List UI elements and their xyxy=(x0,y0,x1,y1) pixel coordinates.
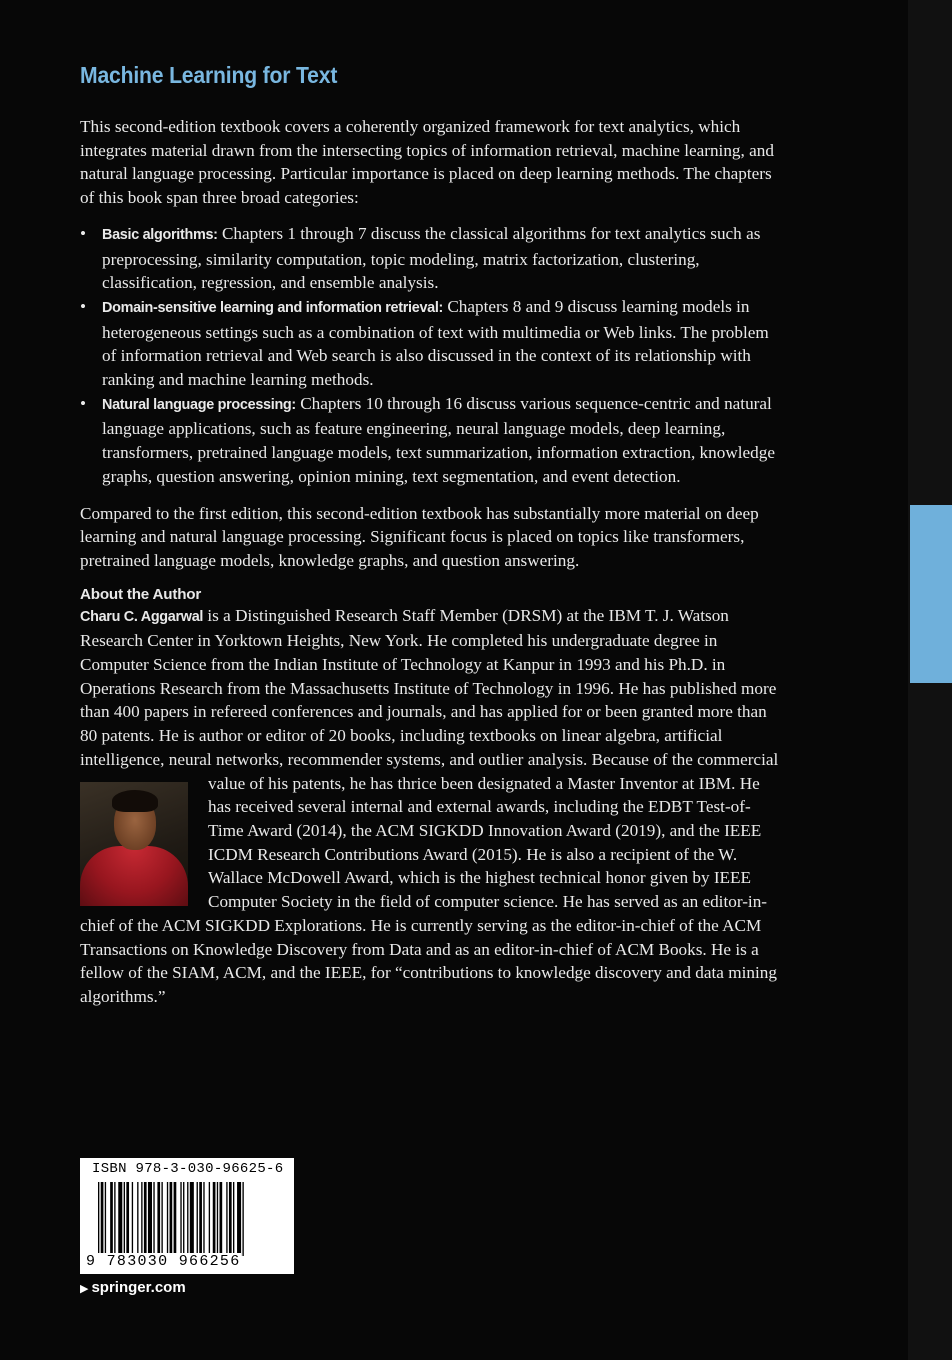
author-bio-part1: is a Distinguished Research Staff Member (DRSM) at the IBM T. J. Watson Research Center in Yorktown Heights, New York. He completed his undergraduate degree in Computer Science from the Indian Institute of Technology at Kanpur in 1993 and his Ph.D. in Operations Research from the Massachusetts Institute of Technology in 1996. He has published more than 400 papers in refereed conferences and journals, and has applied for or been granted more than 80 patents. He is author or editor of 20 books, including textbooks on linear algebra, artificial intelligence, neural networks, recommender systems, and outlier analysis. Because of xyxy=(80,605,777,769)
category-text: Chapters 1 through 7 discuss the classical algorithms for text analytics such as preprocessing, similarity computation, topic modeling, matrix factorization, clustering, classification, regression, and ensemble analysis. xyxy=(102,223,761,293)
category-term: Natural language processing: xyxy=(102,396,296,413)
barcode-bar xyxy=(203,1182,204,1256)
bullet-icon: • xyxy=(80,223,87,243)
barcode-bar xyxy=(197,1182,198,1256)
barcode-bar xyxy=(110,1182,113,1256)
barcode-bar xyxy=(237,1182,241,1256)
barcode-bar xyxy=(137,1182,138,1256)
author-bio xyxy=(80,604,780,1009)
barcode-bar xyxy=(157,1182,160,1256)
category-list xyxy=(80,222,780,489)
barcode-bar xyxy=(101,1182,104,1256)
barcode-bar xyxy=(148,1182,152,1256)
about-heading: About the Author xyxy=(80,585,202,603)
barcode-bar xyxy=(174,1182,177,1256)
barcode-bar xyxy=(153,1182,154,1256)
barcode-bar xyxy=(161,1182,162,1256)
author-name: Charu C. Aggarwal xyxy=(80,608,204,625)
spine-color-tab xyxy=(910,505,952,683)
barcode-bar xyxy=(126,1182,129,1256)
barcode-bar xyxy=(144,1182,147,1256)
barcode-bar xyxy=(98,1182,99,1256)
list-item xyxy=(80,222,780,295)
barcode-bar xyxy=(242,1182,243,1256)
publisher-label: springer.com xyxy=(91,1279,186,1296)
barcode-bar xyxy=(180,1182,181,1256)
barcode-bar xyxy=(124,1182,125,1256)
isbn-label: ISBN 978-3-030-96625-6 xyxy=(92,1161,284,1177)
barcode-bar xyxy=(226,1182,227,1256)
bullet-icon: • xyxy=(80,296,87,316)
category-term: Basic algorithms: xyxy=(102,226,218,243)
arrow-right-icon: ▶ xyxy=(80,1283,89,1295)
category-term: Domain-sensitive learning and information retrieval: xyxy=(102,299,444,316)
barcode-bar xyxy=(114,1182,115,1256)
barcode-bar xyxy=(217,1182,218,1256)
barcode-bar xyxy=(132,1182,133,1256)
book-title: Machine Learning for Text xyxy=(80,62,338,88)
bullet-icon: • xyxy=(80,393,87,413)
category-text: Chapters 10 through 16 discuss various sequence-centric and natural language applications, such as feature engineering, neural language models, deep learning, transformers, pretrained language models, text summarization, information extraction, knowledge graphs, question answering, opinion mining, text segmentation, and event detection. xyxy=(102,393,775,486)
barcode-bar xyxy=(190,1182,194,1256)
barcode-bar xyxy=(199,1182,202,1256)
barcode-bar xyxy=(233,1182,234,1256)
barcode-bar xyxy=(170,1182,173,1256)
list-item xyxy=(80,392,780,489)
category-text: Chapters 8 and 9 discuss learning models in heterogeneous settings such as a combination of text with multimedia or Web links. The problem of information retrieval and Web search is also discussed in the context of its relationship with ranking and machine learning methods. xyxy=(102,296,769,390)
barcode-bars xyxy=(98,1182,286,1256)
author-bio-part2: the commercial value of his patents, he has thrice been designated a Master Inventor at IBM. He has received several internal and external awards, including the EDBT Test-of-Time Award (2014), the ACM SIGKDD Innovation Award (2019), and the IEEE ICDM Research Contributions Award (2015). He is also a recipient of the W. Wallace McDowell Award, which is the highest technical honor given by IEEE Computer Society in the field of computer science. He has served as an editor-in-chief of the ACM SIGKDD Explorations. He is currently serving as the editor-in-chief of the ACM Transactions on Knowledge Discovery from Data and as an editor-in-chief of ACM Books. He is a fellow of the SIAM, ACM, and the IEEE, for “contributions to knowledge discovery and data mining algorithms.” xyxy=(80,749,779,1006)
barcode-bar xyxy=(105,1182,106,1256)
isbn-barcode xyxy=(80,1158,294,1274)
barcode-bar xyxy=(213,1182,216,1256)
list-item xyxy=(80,295,780,392)
barcode-bar xyxy=(209,1182,210,1256)
intro-paragraph: This second-edition textbook covers a coherently organized framework for text analytics, which integrates material drawn from the intersecting topics of information retrieval, machine learning, and natural language processing. Particular importance is placed on deep learning methods. The chapters of this book span three broad categories: xyxy=(80,117,774,208)
barcode-bar xyxy=(118,1182,122,1256)
publisher-link[interactable] xyxy=(80,1279,186,1296)
barcode-bar xyxy=(183,1182,184,1256)
barcode-bar xyxy=(187,1182,188,1256)
second-paragraph: Compared to the first edition, this second-edition textbook has substantially more material on deep learning and natural language processing. Significant focus is placed on topics like transformers, pretrained language models, knowledge graphs, and question answering. xyxy=(80,503,759,570)
barcode-bar xyxy=(229,1182,232,1256)
barcode-bar xyxy=(167,1182,168,1256)
isbn-digits: 9 783030 966256 xyxy=(86,1253,241,1270)
barcode-bar xyxy=(141,1182,142,1256)
barcode-bar xyxy=(220,1182,223,1256)
back-cover-text xyxy=(80,62,780,1009)
author-photo xyxy=(80,782,188,906)
